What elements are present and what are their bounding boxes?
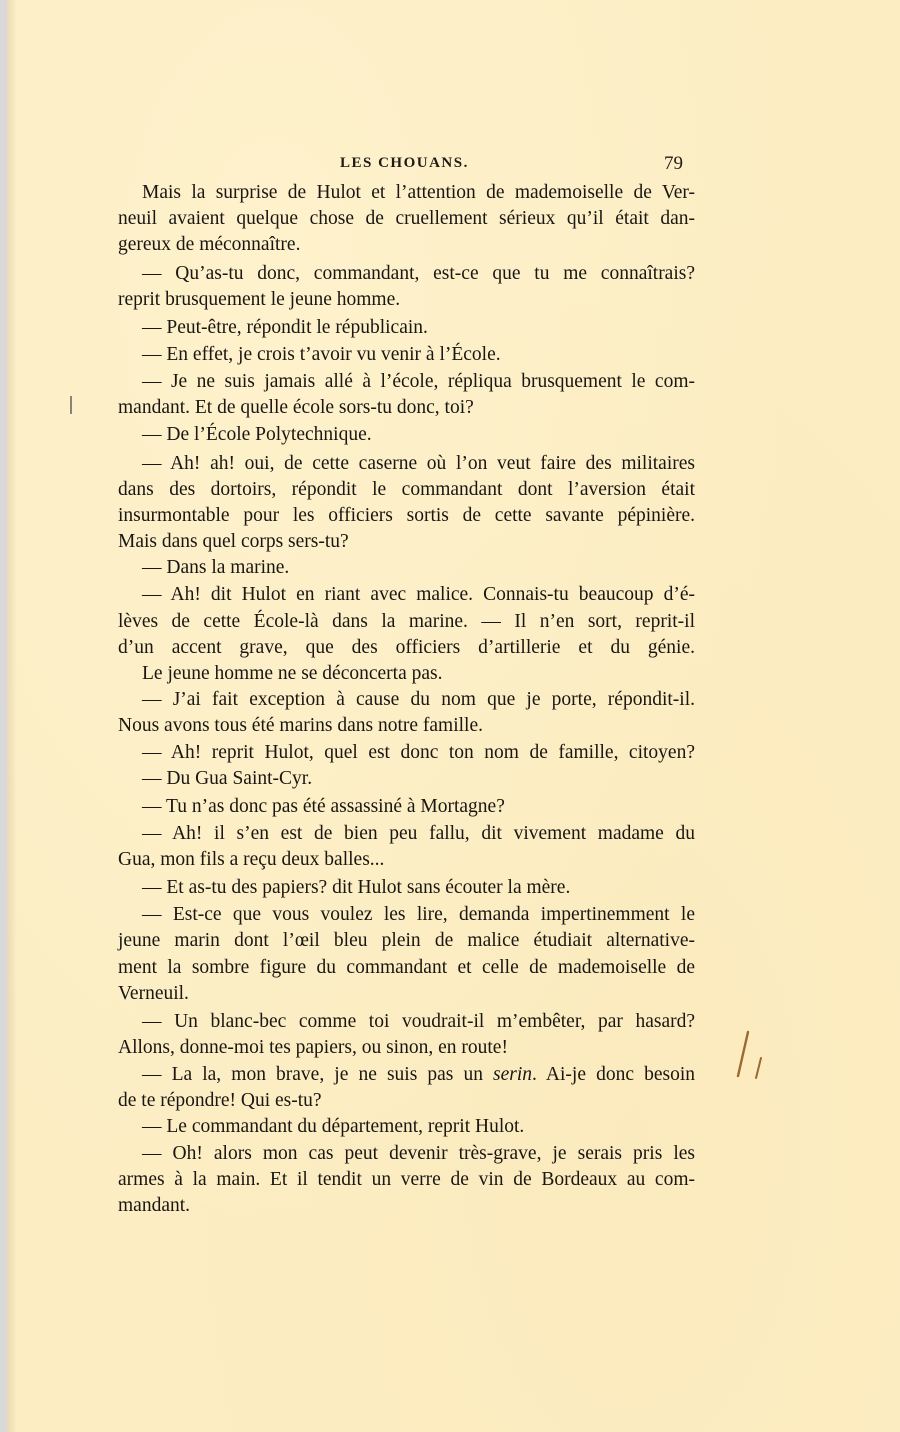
text-line: — J’ai fait exception à cause du nom que je porte, répondit-il.: [142, 689, 695, 710]
italic-word: serin: [493, 1064, 533, 1085]
text-line: reprit brusquement le jeune homme.: [118, 289, 401, 310]
text-line: mandant. Et de quelle école sors-tu donc, toi?: [118, 397, 474, 418]
text-line: — Je ne suis jamais allé à l’école, répliqua brusquement le com-: [142, 371, 695, 392]
page-edge-shadow: [7, 0, 17, 1432]
text-line: Le jeune homme ne se déconcerta pas.: [142, 663, 443, 684]
text-line: — Ah! dit Hulot en riant avec malice. Connais-tu beaucoup d’é-: [142, 584, 695, 605]
text-line: — Un blanc-bec comme toi voudrait-il m’embêter, par hasard?: [142, 1011, 695, 1032]
text-line: Nous avons tous été marins dans notre famille.: [118, 715, 484, 736]
text-line: [142, 1062, 695, 1088]
text-line: Mais la surprise de Hulot et l’attention de mademoiselle de Ver-: [142, 182, 695, 203]
page-number: 79: [664, 153, 683, 174]
text-line: — Dans la marine.: [142, 557, 290, 578]
text-line: — Ah! reprit Hulot, quel est donc ton nom de famille, citoyen?: [142, 742, 695, 763]
text-line: insurmontable pour les officiers sortis de cette savante pépinière.: [118, 505, 695, 526]
text-line: — Qu’as-tu donc, commandant, est-ce que tu me connaîtrais?: [142, 263, 695, 284]
text-line: — Le commandant du département, reprit Hulot.: [142, 1116, 525, 1137]
text-segment: — La la, mon brave, je ne suis pas un: [142, 1064, 494, 1085]
text-line: d’un accent grave, que des officiers d’artillerie et du génie.: [118, 637, 695, 658]
running-title: LES CHOUANS.: [340, 155, 469, 171]
text-line: — De l’École Polytechnique.: [142, 424, 372, 445]
text-line: — Peut-être, répondit le républicain.: [142, 317, 428, 338]
text-line: — Est-ce que vous voulez les lire, demanda impertinemment le: [142, 904, 695, 925]
text-line: dans des dortoirs, répondit le commandant dont l’aversion était: [118, 479, 695, 500]
text-line: — En effet, je crois t’avoir vu venir à l’École.: [142, 344, 501, 365]
text-line: — Et as-tu des papiers? dit Hulot sans écouter la mère.: [142, 877, 571, 898]
text-line: Allons, donne-moi tes papiers, ou sinon, en route!: [118, 1037, 508, 1058]
running-head: [118, 155, 695, 177]
text-line: mandant.: [118, 1195, 191, 1216]
text-line: — Tu n’as donc pas été assassiné à Mortagne?: [142, 796, 505, 817]
text-line: — Du Gua Saint-Cyr.: [142, 768, 313, 789]
text-line: de te répondre! Qui es-tu?: [118, 1090, 322, 1111]
text-line: lèves de cette École-là dans la marine. — Il n’en sort, reprit-il: [118, 611, 695, 632]
text-line: Mais dans quel corps sers-tu?: [118, 531, 349, 552]
text-line: gereux de méconnaître.: [118, 234, 301, 255]
text-line: — Ah! ah! oui, de cette caserne où l’on veut faire des militaires: [142, 453, 695, 474]
text-line: armes à la main. Et il tendit un verre de vin de Bordeaux au com-: [118, 1169, 695, 1190]
text-line: Verneuil.: [118, 983, 189, 1004]
margin-mark-left: [70, 396, 72, 414]
text-line: ment la sombre figure du commandant et celle de mademoiselle de: [118, 957, 695, 978]
text-line: — Oh! alors mon cas peut devenir très-grave, je serais pris les: [142, 1143, 695, 1164]
text-segment: . Ai-je donc besoin: [532, 1064, 695, 1085]
text-line: — Ah! il s’en est de bien peu fallu, dit vivement madame du: [142, 823, 695, 844]
text-line: neuil avaient quelque chose de cruellement sérieux qu’il était dan-: [118, 208, 695, 229]
text-line: jeune marin dont l’œil bleu plein de malice étudiait alternative-: [118, 930, 695, 951]
text-line: Gua, mon fils a reçu deux balles...: [118, 849, 385, 870]
pencil-slash-marks-icon: [728, 1028, 778, 1088]
